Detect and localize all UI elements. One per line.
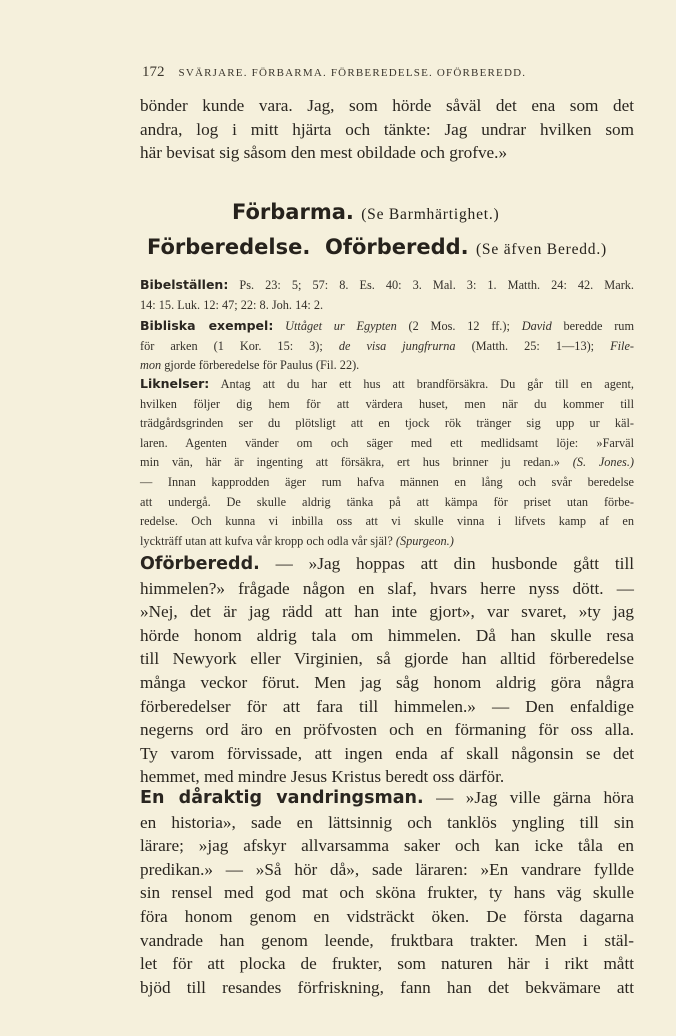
italic-ref: de visa jungfrurna xyxy=(338,338,456,353)
text-line: en historia», sade en lättsinnig och tanklös yngling till sin xyxy=(140,812,634,832)
intro-paragraph xyxy=(140,94,634,165)
italic-ref: File- xyxy=(610,338,635,353)
text-line: min vän, här är ingenting att försäkra, ert hus brinner ju redan.» xyxy=(140,455,560,470)
heading-forberedelse-title: Förberedelse. Oförberedd. xyxy=(147,235,469,259)
ref-text: gjorde förberedelse för Paulus (Fil. 22). xyxy=(164,358,360,373)
text-line: till Newyork eller Virginien, så gjorde han alltid förberedelse xyxy=(140,649,634,669)
heading-forbarma xyxy=(232,200,500,224)
oforberedd-section xyxy=(140,552,634,789)
text-line: 14: 15. Luk. 12: 47; 22: 8. Joh. 14: 2. xyxy=(140,297,324,312)
text-line: »Nej, det är jag rädd att han inte gjort», var svaret, »ty jag xyxy=(140,602,634,622)
heading-forbarma-title: Förbarma. xyxy=(232,200,354,224)
text-line: förberedelser för att fara till himmelen.» — Den enfaldige xyxy=(140,696,634,716)
liknelser-section xyxy=(140,374,634,551)
text-line: många veckor förut. Men jag såg honom aldrig göra några xyxy=(140,672,634,692)
text-line: — »Jag ville gärna höra xyxy=(436,788,634,807)
italic-ref: Uttåget ur Egypten xyxy=(285,319,397,333)
oforberedd-heading: Oförberedd. xyxy=(140,554,260,574)
page-number: 172 xyxy=(142,64,165,80)
text-line: hemmet, med mindre Jesus Kristus beredt oss därför. xyxy=(140,767,505,787)
bibliska-section xyxy=(140,316,634,376)
text-line: andra, log i mitt hjärta och tänkte: Jag undrar hvilken som xyxy=(140,119,634,139)
ref-text: för arken (1 Kor. 15: 3); xyxy=(140,338,323,353)
text-line: föra honom genom en vidsträckt öken. De första dagarna xyxy=(140,906,634,926)
text-line: predikan.» — »Så hör då», sade läraren: »En vandrare fyllde xyxy=(140,859,634,879)
text-line: lyckträff utan att kufva vår kropp och odla vår själ? xyxy=(140,533,393,548)
text-line: bjöd till resandes förfriskning, fann han det bekvämare att xyxy=(140,977,634,997)
bibelstallen-text: Ps. 23: 5; 57: 8. Es. 40: 3. Mal. 3: 1. Matth. 24: 42. Mark. xyxy=(239,278,635,292)
text-line: Ty varom förvissade, att ingen enda af skall någonsin se det xyxy=(140,743,634,763)
text-line: himmelen?» frågade någon en slaf, hvars herre nyss dött. — xyxy=(140,578,634,598)
heading-forberedelse xyxy=(147,235,607,259)
text-line: redelse. Och kunna vi inbilla oss att vi skulle vinna i lifvets kamp af en xyxy=(140,514,634,529)
vandringsman-heading: En dåraktig vandringsman. xyxy=(140,788,424,808)
running-header xyxy=(142,64,642,81)
citation: (Spurgeon.) xyxy=(395,533,454,548)
text-line: här bevisat sig såsom den mest obildade och grofve.» xyxy=(140,143,508,163)
vandringsman-section xyxy=(140,786,634,999)
liknelser-label: Liknelser: xyxy=(140,376,210,391)
text-line: let för att plocka de frukter, som naturen här i rikt mått xyxy=(140,954,634,974)
text-line: hörde honom aldrig tala om himmelen. Då han skulle resa xyxy=(140,625,634,645)
text-line: — Innan kapprodden äger rum hafva männen en lång och svår beredelse xyxy=(140,474,634,489)
ref-text: (2 Mos. 12 ff.); xyxy=(408,319,510,333)
heading-forbarma-note: (Se Barmhärtighet.) xyxy=(361,206,500,223)
text-line: vandrade han genom leende, fruktbara trakter. Men i stäl- xyxy=(140,930,634,950)
text-line: Antag att du har ett hus att brandförsäkra. Du går till en agent, xyxy=(220,377,634,391)
text-line: — »Jag hoppas att din husbonde gått till xyxy=(275,554,635,573)
bibliska-label: Bibliska exempel: xyxy=(140,318,274,333)
running-title: SVÄRJARE. FÖRBARMA. FÖRBEREDELSE. OFÖRBEREDD. xyxy=(178,67,527,79)
text-line: trädgårdsgrinden ser du plötsligt att en tjock rök tränger sig upp ur käl- xyxy=(140,416,634,431)
citation: (S. Jones.) xyxy=(572,455,634,470)
text-line: att undergå. De skulle aldrig tänka på att kämpa för priset utan förbe- xyxy=(140,494,634,509)
text-line: negerns ord äro en pröfvosten och en förmaning för oss alla. xyxy=(140,720,634,740)
ref-text: (Matth. 25: 1—13); xyxy=(471,338,595,353)
italic-ref: mon xyxy=(140,358,162,373)
text-line: lärare; »jag afskyr allvarsamma saker och kan icke tåla en xyxy=(140,836,634,856)
text-line: laren. Agenten vänder om och säger med ett medlidsamt löje: »Farväl xyxy=(140,435,634,450)
ref-text: beredde rum xyxy=(563,319,635,333)
bibelstallen-section xyxy=(140,275,634,315)
text-line: hvilken följer dig hem för att värdera huset, men när du kommer till xyxy=(140,396,634,411)
text-line: bönder kunde vara. Jag, som hörde såväl det ena som det xyxy=(140,96,634,115)
heading-forberedelse-note: (Se äfven Beredd.) xyxy=(475,241,607,258)
italic-ref: David xyxy=(521,319,552,333)
text-line: sin rensel med god mat och sköna frukter, ty hans väg skulle xyxy=(140,883,634,903)
bibelstallen-label: Bibelställen: xyxy=(140,277,229,292)
